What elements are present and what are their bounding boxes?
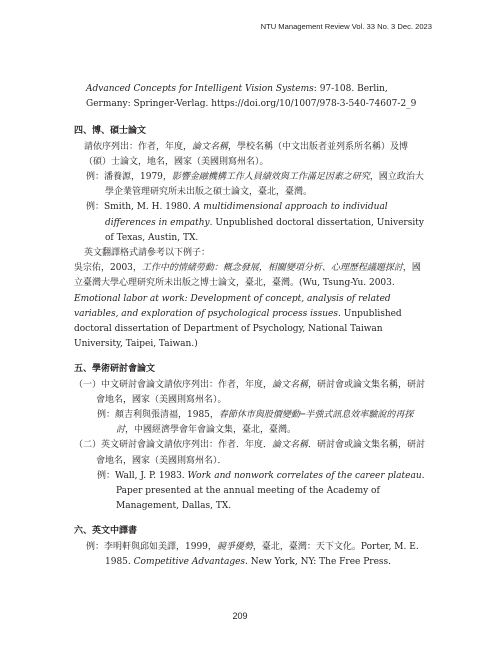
chinese-conference-rule: （一）中文研討會論文請依序列出：作者，年度，論文名稱，研討會或論文集名稱，研討會地名，國家（美國則寫州名）。 xyxy=(74,379,426,405)
journal-name: NTU Management Review xyxy=(260,22,350,31)
running-header xyxy=(261,22,432,31)
section-5-heading: 五、學術研討會論文 xyxy=(74,364,156,375)
section-4-example-1: 例：潘養源，1979，影響金融機構工作人員績效與工作滿足因素之研究，國立政治大學企業管理研究所未出版之碩士論文，臺北，臺灣。 xyxy=(86,172,424,198)
section-4-rule: 請依序列出：作者，年度，論文名稱，學校名稱（中文出版者並列系所名稱）及博（碩）士論文，地名，國家（美國則寫州名）。 xyxy=(84,141,409,167)
section-6-heading: 六、英文中譯書 xyxy=(74,526,138,537)
issue-info: Vol. 33 No. 3 Dec. 2023 xyxy=(351,22,432,31)
section-6-example: 例：李明軒與邱如美譯，1999，競爭優勢，臺北，臺灣：天下文化。Porter, M. E. 1985. Competitive Advantages. New York, NY: The Free Press. xyxy=(86,541,419,567)
page-body xyxy=(74,82,426,570)
section-4-example-2: 例：Smith, M. H. 1980. A multidimensional approach to individual differences in empathy. Unpublished doctoral dissertation, University of Texas, Austin, TX. xyxy=(86,202,424,243)
reference-continuation: Advanced Concepts for Intelligent Vision Systems: 97-108. Berlin, Germany: Springer-Verlag. https://doi.org/10/1007/978-3-540-74607-2_9 xyxy=(86,84,417,110)
chinese-conference-example: 例：顏吉利與張清福，1985，春節休市與股價變動─半強式訊息效率驗說的再探討，中國經濟學會年會論文集，臺北，臺灣。 xyxy=(97,410,414,436)
english-conference-example: 例：Wall, J. P. 1983. Work and nonwork correlates of the career plateau. Paper presented at the annual meeting of the Academy of Management, Dallas, TX. xyxy=(97,470,425,512)
translation-format-note: 英文翻譯格式請參考以下例子： xyxy=(84,248,211,259)
page-number: 209 xyxy=(232,611,248,621)
english-conference-rule: （二）英文研討會論文請依序列出：作者．年度．論文名稱．研討會或論文集名稱，研討會地名，國家（美國則寫州名）． xyxy=(74,440,426,466)
translation-example: 吳宗佑，2003，工作中的情緒勞動：概念發展，相關變項分析、心理歷程議題探討，國立臺灣大學心理研究所未出版之博士論文，臺北，臺灣。(Wu, Tsung-Yu. 2003. Emotional labor at work: Development of concept, analysis of related variables, and exploration of psychological process issues. Unpublished doctoral dissertation of Department of Psychology, National Taiwan University, Taipei, Taiwan.) xyxy=(74,263,421,350)
section-4-heading: 四、博、碩士論文 xyxy=(74,126,147,137)
